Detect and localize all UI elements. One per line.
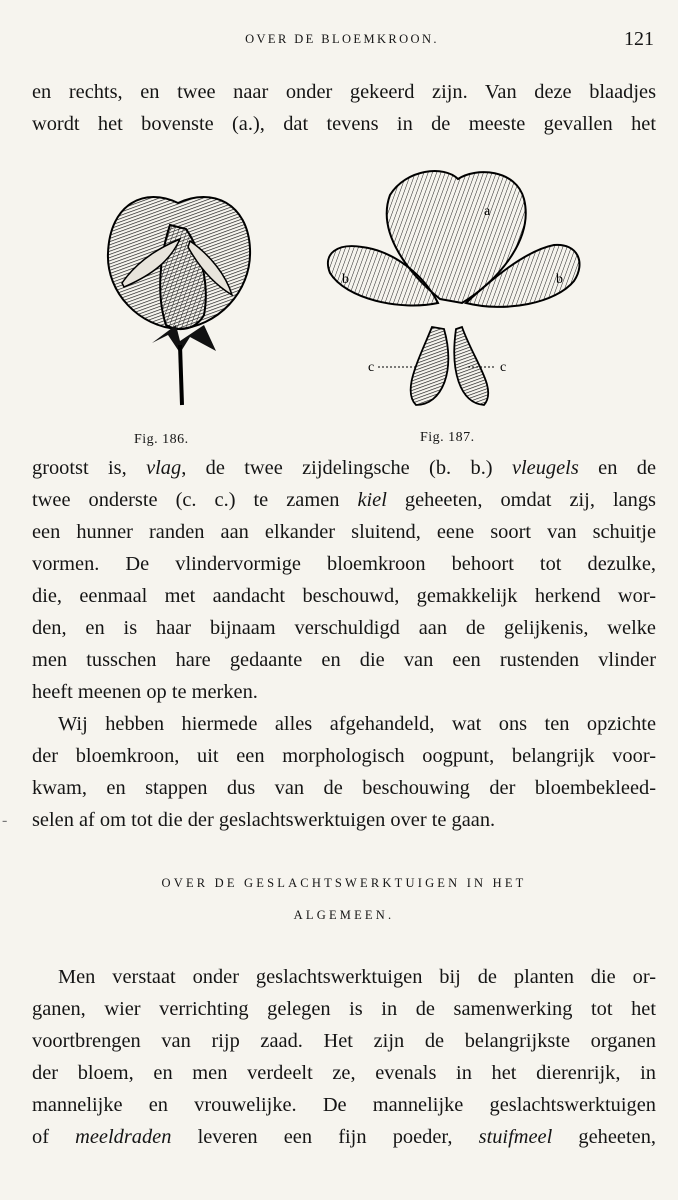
- text-line: wordt het bovenste (a.), dat tevens in de meeste gevallen het: [32, 113, 656, 135]
- text-run: of: [32, 1126, 76, 1148]
- text-run: geheeten,: [552, 1126, 656, 1148]
- fig186-illustration: [100, 165, 260, 407]
- fig187-caption: Fig. 187.: [420, 430, 475, 445]
- text-line: die, eenmaal met aandacht beschouwd, gemakkelijk herkend wor-: [32, 585, 656, 607]
- text-line: mannelijke en vrouwelijke. De mannelijke geslachtswerktuigen: [32, 1094, 656, 1116]
- section-heading-line2: ALGEMEEN.: [293, 908, 395, 922]
- text-line: heeft meenen op te merken.: [32, 681, 258, 703]
- text-line: [32, 1122, 656, 1152]
- term-vleugels: vleugels: [511, 457, 579, 479]
- fig187-label-a: a: [484, 204, 491, 219]
- gutter-mark: -: [2, 812, 8, 829]
- text-line: Wij hebben hiermede alles afgehandeld, wat ons ten opzichte: [58, 713, 656, 735]
- text-line: der bloem, en men verdeelt ze, evenals in het dierenrijk, in: [32, 1062, 656, 1084]
- fig187-label-b-left: b: [342, 272, 349, 287]
- text-run: grootst is,: [32, 457, 147, 479]
- section-heading-line1: OVER DE GESLACHTSWERKTUIGEN IN HET: [161, 876, 527, 890]
- text-line: selen af om tot die der geslachtswerktuigen over te gaan.: [32, 809, 496, 831]
- fig187-label-c-left: c: [368, 360, 375, 375]
- page-number: 121: [624, 28, 654, 50]
- text-line: den, en is haar bijnaam verschuldigd aan de gelijkenis, welke: [32, 617, 656, 639]
- text-run: twee onderste (c. c.) te zamen: [32, 489, 358, 511]
- text-line: [32, 453, 656, 483]
- text-line: vormen. De vlindervormige bloemkroon behoort tot dezulke,: [32, 553, 656, 575]
- term-vlag: vlag: [146, 457, 182, 479]
- text-run: geheeten, omdat zij, langs: [386, 489, 656, 511]
- text-line: men tusschen hare gedaante en die van een rustenden vlinder: [32, 649, 656, 671]
- fig186-caption: Fig. 186.: [134, 432, 189, 447]
- fig187-label-c-right: c: [500, 360, 507, 375]
- running-title: OVER DE BLOEMKROON.: [245, 32, 439, 46]
- text-line: Men verstaat onder geslachtswerktuigen bij de planten die or-: [58, 966, 656, 988]
- text-run: en de: [578, 457, 657, 479]
- text-line: kwam, en stappen dus van de beschouwing der bloembekleed-: [32, 777, 656, 799]
- figure-187: [320, 165, 588, 410]
- fig187-label-b-right: b: [556, 272, 563, 287]
- text-run: , de twee zijdelingsche (b. b.): [181, 457, 512, 479]
- running-head: [30, 28, 654, 52]
- text-run: leveren een fijn poeder,: [171, 1126, 479, 1148]
- term-meeldraden: meeldraden: [75, 1126, 172, 1148]
- text-line: voortbrengen van rijp zaad. Het zijn de belangrijkste organen: [32, 1030, 656, 1052]
- term-kiel: kiel: [357, 489, 387, 511]
- text-line: der bloemkroon, uit een morphologisch oogpunt, belangrijk voor-: [32, 745, 656, 767]
- fig187-illustration: [320, 165, 588, 410]
- text-line: [32, 485, 656, 515]
- term-stuifmeel: stuifmeel: [478, 1126, 553, 1148]
- text-line: en rechts, en twee naar onder gekeerd zijn. Van deze blaadjes: [32, 81, 656, 103]
- figure-186: [100, 165, 260, 407]
- text-line: een hunner randen aan elkander sluitend, eene soort van schuitje: [32, 521, 656, 543]
- text-line: ganen, wier verrichting gelegen is in de samenwerking tot het: [32, 998, 656, 1020]
